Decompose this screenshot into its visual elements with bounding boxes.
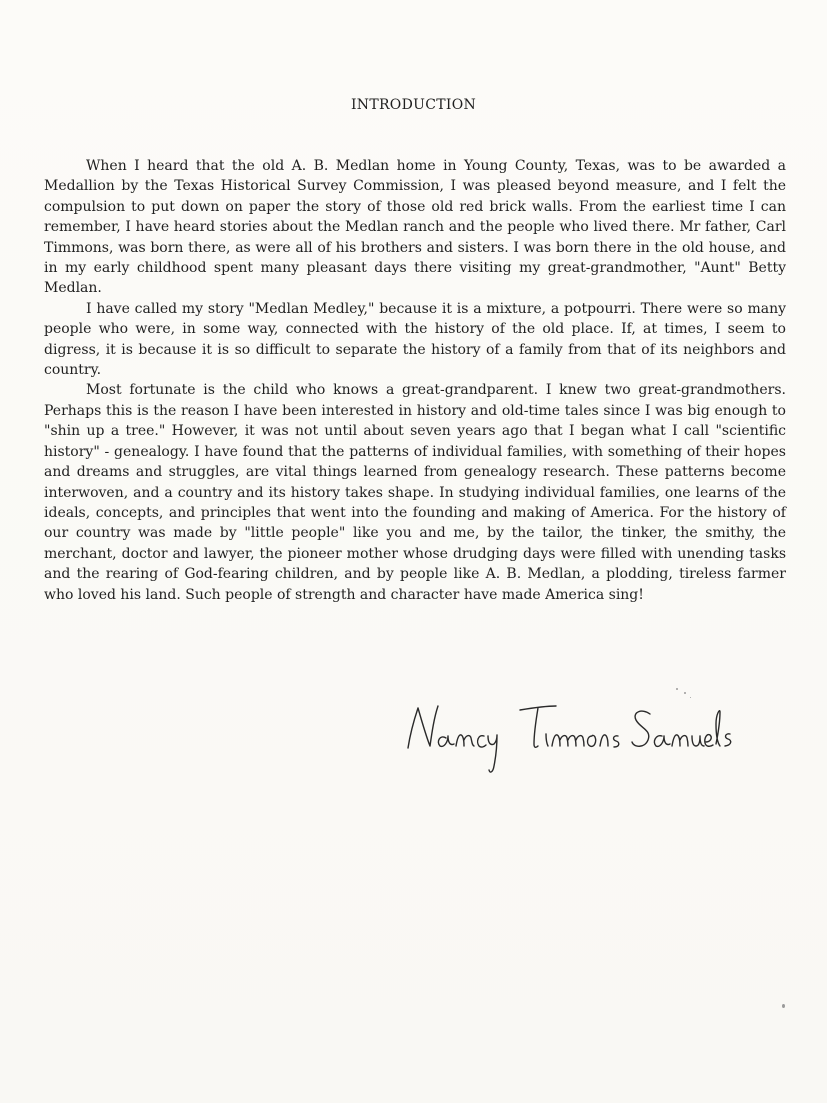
page-title: INTRODUCTION (350, 97, 477, 113)
speck (676, 688, 678, 690)
handwritten-signature (400, 690, 740, 780)
paragraph-3: Most fortunate is the child who knows a great-grandparent. I knew two great-grandmothers. Perhaps this is the reason I have been interested in history and old-time tales since I was big enough to "shin up a tree." However, it was not until about seven years ago that I began what I call "scientific history" - genealogy. I have found that the patterns of individual families, with something of their hopes and dreams and struggles, are vital things learned from genealogy research. These patterns become interwoven, and a country and its history takes shape. In studying individual families, one learns of the ideals, concepts, and principles that went into the founding and making of America. For the history of our country was made by "little people" like you and me, by the tailor, the tinker, the smithy, the merchant, doctor and lawyer, the pioneer mother whose drudging days were filled with unending tasks and the rearing of God-fearing children, and by people like A. B. Medlan, a plodding, tireless farmer who loved his land. Such people of strength and character have made America sing! (44, 382, 786, 603)
signature-drawing (400, 690, 740, 780)
speck (690, 697, 691, 698)
speck (684, 692, 686, 694)
speck (782, 1004, 785, 1008)
paragraph-2: I have called my story "Medlan Medley," because it is a mixture, a potpourri. There were so many people who were, in some way, connected with the history of the old place. If, at times, I seem to digress, it is because it is so difficult to separate the history of a family from that of its neighbors and country. (44, 300, 786, 379)
paragraph-1: When I heard that the old A. B. Medlan home in Young County, Texas, was to be awarded a Medallion by the Texas Historical Survey Commission, I was pleased beyond measure, and I felt the compulsion to put down on paper the story of those old red brick walls. From the earliest time I can remember, I have heard stories about the Medlan ranch and the people who lived there. Mr father, Carl Timmons, was born there, as were all of his brothers and sisters. I was born there in the old house, and in my early childhood spent many pleasant days there visiting my great-grandmother, "Aunt" Betty Medlan. (44, 158, 786, 297)
body-text (44, 156, 786, 605)
